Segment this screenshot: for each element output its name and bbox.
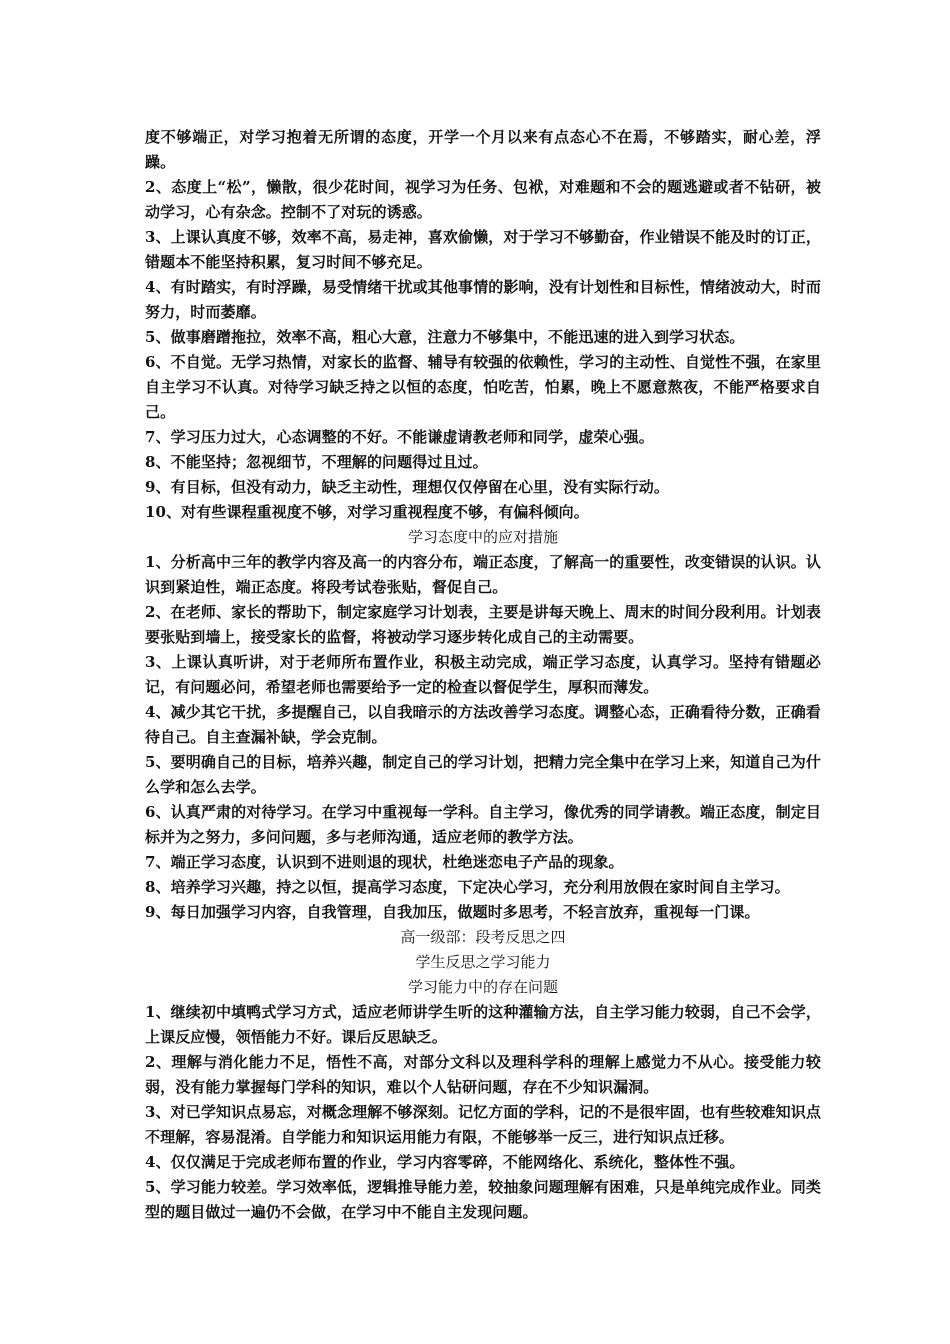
- paragraph-attitude-measure-4: 4、减少其它干扰，多提醒自己，以自我暗示的方法改善学习态度。调整心态，正确看待分数，正确看待自己。自主查漏补缺，学会克制。: [145, 703, 821, 746]
- section-subheading-learning-ability: 学生反思之学习能力: [415, 953, 551, 971]
- paragraph-ability-problem-4: 4、仅仅满足于完成老师布置的作业，学习内容零碎，不能网络化、系统化，整体性不强。: [145, 1153, 745, 1171]
- paragraph-attitude-measure-3: 3、上课认真听讲，对于老师所布置作业，积极主动完成，端正学习态度，认真学习。坚持有错题必记，有问题必问，希望老师也需要给予一定的检查以督促学生，厚积而薄发。: [145, 653, 821, 696]
- paragraph-attitude-problem-5: 5、做事磨蹭拖拉，效率不高，粗心大意，注意力不够集中，不能迅速的进入到学习状态。: [145, 328, 745, 346]
- paragraph-attitude-problem-10: 10、对有些课程重视度不够，对学习重视程度不够，有偏科倾向。: [145, 503, 589, 521]
- paragraph-ability-problem-1: 1、继续初中填鸭式学习方式，适应老师讲学生听的这种灌输方法，自主学习能力较弱，自己不会学，上课反应慢，领悟能力不好。课后反思缺乏。: [145, 1003, 821, 1046]
- section-subheading-ability-problems: 学习能力中的存在问题: [407, 978, 558, 996]
- paragraph-attitude-problem-9: 9、有目标，但没有动力，缺乏主动性，理想仅仅停留在心里，没有实际行动。: [145, 478, 669, 496]
- document-body: [145, 125, 821, 1225]
- paragraph-attitude-measure-1: 1、分析高中三年的教学内容及高一的内容分布，端正态度，了解高一的重要性，改变错误的认识。认识到紧迫性，端正态度。将段考试卷张贴，督促自己。: [145, 553, 821, 596]
- section-heading-grade-reflection: 高一级部：段考反思之四: [400, 928, 566, 946]
- paragraph-attitude-problem-6: 6、不自觉。无学习热情，对家长的监督、辅导有较强的依赖性，学习的主动性、自觉性不强，在家里自主学习不认真。对待学习缺乏持之以恒的态度，怕吃苦，怕累，晚上不愿意熬夜，不能严格要求自己。: [145, 353, 821, 421]
- paragraph-ability-problem-2: 2、理解与消化能力不足，悟性不高，对部分文科以及理科学科的理解上感觉力不从心。接受能力较弱，没有能力掌握每门学科的知识，难以个人钻研问题，存在不少知识漏洞。: [145, 1053, 821, 1096]
- paragraph-ability-problem-3: 3、对已学知识点易忘，对概念理解不够深刻。记忆方面的学科，记的不是很牢固，也有些较难知识点不理解，容易混淆。自学能力和知识运用能力有限，不能够举一反三，进行知识点迁移。: [145, 1103, 821, 1146]
- paragraph-attitude-measure-2: 2、在老师、家长的帮助下，制定家庭学习计划表，主要是讲每天晚上、周末的时间分段利用。计划表要张贴到墙上，接受家长的监督，将被动学习逐步转化成自己的主动需要。: [145, 603, 821, 646]
- paragraph-attitude-measure-9: 9、每日加强学习内容，自我管理，自我加压，做题时多思考，不轻言放弃，重视每一门课。: [145, 903, 760, 921]
- paragraph-attitude-measure-6: 6、认真严肃的对待学习。在学习中重视每一学科。自主学习，像优秀的同学请教。端正态度，制定目标并为之努力，多问问题，多与老师沟通，适应老师的教学方法。: [145, 803, 821, 846]
- paragraph-attitude-problem-8: 8、不能坚持；忽视细节，不理解的问题得过且过。: [145, 453, 488, 471]
- paragraph-attitude-measure-7: 7、端正学习态度，认识到不进则退的现状，杜绝迷恋电子产品的现象。: [145, 853, 624, 871]
- paragraph-attitude-problem-continued: 度不够端正，对学习抱着无所谓的态度，开学一个月以来有点态心不在焉，不够踏实，耐心差，浮躁。: [145, 128, 821, 171]
- paragraph-attitude-measure-8: 8、培养学习兴趣，持之以恒，提高学习态度，下定决心学习，充分利用放假在家时间自主学习。: [145, 878, 790, 896]
- paragraph-attitude-problem-4: 4、有时踏实，有时浮躁，易受情绪干扰或其他事情的影响，没有计划性和目标性，情绪波动大，时而努力，时而萎靡。: [145, 278, 821, 321]
- paragraph-attitude-problem-3: 3、上课认真度不够，效率不高，易走神，喜欢偷懒，对于学习不够勤奋，作业错误不能及时的订正，错题本不能坚持积累，复习时间不够充足。: [145, 228, 821, 271]
- paragraph-attitude-problem-7: 7、学习压力过大，心态调整的不好。不能谦虚请教老师和同学，虚荣心强。: [145, 428, 654, 446]
- paragraph-attitude-measure-5: 5、要明确自己的目标，培养兴趣，制定自己的学习计划，把精力完全集中在学习上来，知道自己为什么学和怎么去学。: [145, 753, 821, 796]
- section-heading-attitude-measures: 学习态度中的应对措施: [407, 528, 558, 546]
- paragraph-ability-problem-5: 5、学习能力较差。学习效率低，逻辑推导能力差，较抽象问题理解有困难，只是单纯完成作业。同类型的题目做过一遍仍不会做，在学习中不能自主发现问题。: [145, 1178, 821, 1221]
- paragraph-attitude-problem-2: 2、态度上“松”，懒散，很少花时间，视学习为任务、包袱，对难题和不会的题逃避或者不钻研，被动学习，心有杂念。控制不了对玩的诱惑。: [145, 178, 821, 221]
